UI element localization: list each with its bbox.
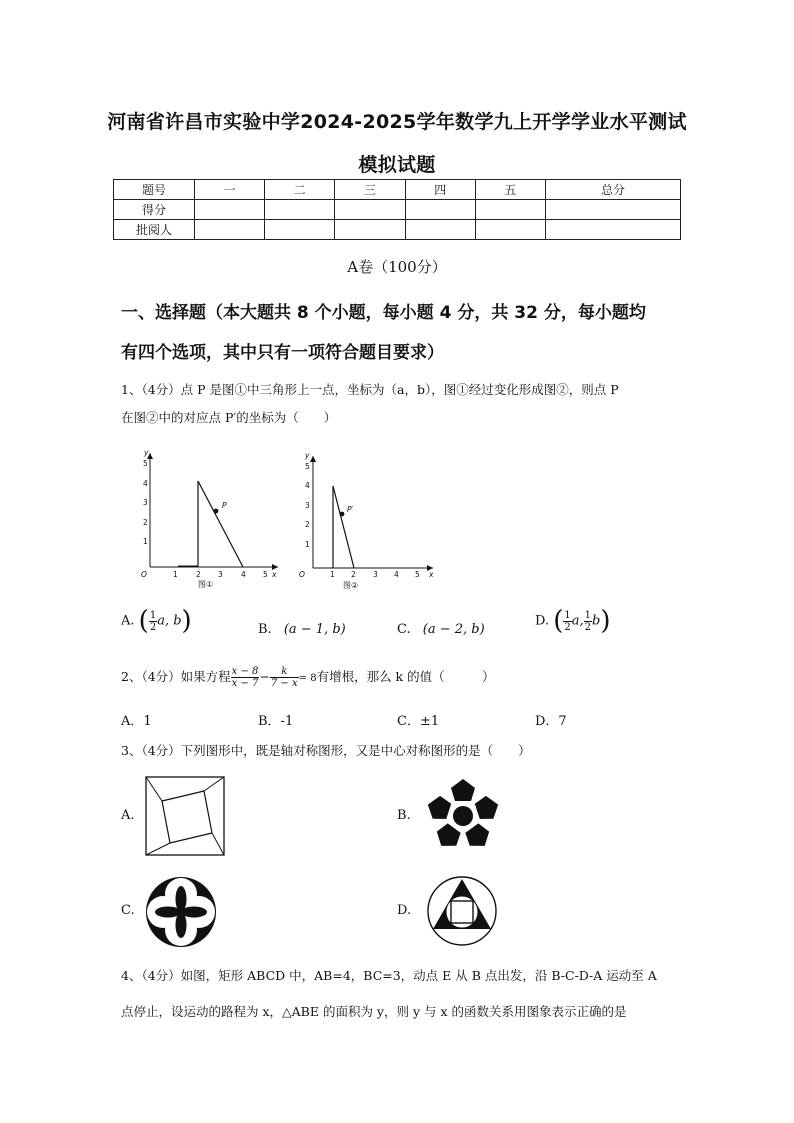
x-tick-label: 5 xyxy=(263,570,268,579)
q3-option-c-label[interactable]: C. xyxy=(121,903,135,918)
frac-denominator: 2 xyxy=(584,621,592,633)
x-tick-label: 2 xyxy=(196,570,201,579)
y-tick-label: 1 xyxy=(305,540,310,549)
y-tick-label: 5 xyxy=(143,459,148,468)
origin-label: O xyxy=(141,570,147,579)
q3-option-a-label[interactable]: A. xyxy=(121,808,135,823)
score-cell[interactable] xyxy=(265,200,335,220)
grader-cell[interactable] xyxy=(546,220,681,240)
q3-figure-d-triangle-square xyxy=(426,875,498,947)
point-label: P xyxy=(222,501,227,510)
exam-title-line2: 模拟试题 xyxy=(358,154,436,176)
y-tick-label: 2 xyxy=(143,518,148,527)
option-expr: (a − 1, b) xyxy=(283,622,346,637)
point-label: P′ xyxy=(347,505,354,514)
q2-prefix: 2、（4分）如果方程 xyxy=(121,669,231,684)
option-expr: a, b xyxy=(157,613,182,629)
header-cell: 四 xyxy=(405,180,475,200)
frac-numerator: k xyxy=(270,666,299,678)
frac-denominator: 7 − x xyxy=(270,678,298,689)
figure-caption: 图② xyxy=(343,581,359,590)
y-tick-label: 4 xyxy=(305,481,310,490)
figure-caption: 图① xyxy=(198,580,214,589)
q4-stem-line1: 4、（4分）如图，矩形 ABCD 中，AB=4，BC=3，动点 E 从 B 点出发，沿 B-C-D-A 运动至 A xyxy=(121,968,657,983)
y-axis-label: y xyxy=(305,451,310,460)
y-tick-label: 2 xyxy=(305,520,310,529)
x-tick-label: 5 xyxy=(415,570,420,579)
option-letter: D. xyxy=(535,613,550,629)
y-tick-label: 1 xyxy=(143,537,148,546)
q3-figure-a-square-pinwheel xyxy=(144,775,226,857)
y-axis-label: y xyxy=(144,448,149,457)
grader-cell[interactable] xyxy=(475,220,545,240)
x-tick-label: 1 xyxy=(173,570,178,579)
y-tick-label: 5 xyxy=(305,462,310,471)
x-tick-label: 2 xyxy=(351,570,356,579)
q1-option-a[interactable]: A. ( $\frac{1}{2}$ a, b) xyxy=(121,606,192,636)
minus-sign: − xyxy=(259,669,270,684)
header-cell: 总分 xyxy=(546,180,681,200)
score-row xyxy=(114,200,681,220)
q2-option-a[interactable]: A．1 xyxy=(121,714,152,729)
grader-cell[interactable] xyxy=(405,220,475,240)
option-letter: C. xyxy=(397,622,411,637)
q4-stem-line2: 点停止，设运动的路程为 x，△ABE 的面积为 y，则 y 与 x 的函数关系用图象表示正确的是 xyxy=(121,1004,627,1019)
x-tick-label: 3 xyxy=(373,570,378,579)
score-table-header xyxy=(114,180,681,200)
option-expr: (a − 2, b) xyxy=(422,622,485,637)
section1-heading-line2: 有四个选项，其中只有一项符合题目要求） xyxy=(121,343,444,363)
score-cell[interactable] xyxy=(195,200,265,220)
option-letter: B. xyxy=(258,622,272,637)
option-expr: a, xyxy=(571,613,584,629)
frac-numerator: 1 xyxy=(564,609,571,621)
header-cell: 一 xyxy=(195,180,265,200)
x-tick-label: 4 xyxy=(394,570,399,579)
q2-suffix: 有增根，那么 k 的值（ ） xyxy=(316,669,495,684)
score-table xyxy=(113,179,681,240)
row-label: 得分 xyxy=(114,200,195,220)
equals-value: = 8 xyxy=(298,673,317,684)
x-axis-label: x xyxy=(429,570,434,579)
x-tick-label: 1 xyxy=(330,570,335,579)
frac-denominator: x − 7 xyxy=(231,678,259,689)
q1-option-c[interactable] xyxy=(397,622,485,637)
frac-denominator: 2 xyxy=(564,621,571,633)
section1-heading-line1: 一、选择题（本大题共 8 个小题，每小题 4 分，共 32 分，每小题均 xyxy=(121,303,646,323)
q2-option-b[interactable]: B．-1 xyxy=(258,714,294,729)
grader-cell[interactable] xyxy=(335,220,405,240)
q1-stem-line1: 1、（4分）点 P 是图①中三角形上一点，坐标为（a，b），图①经过变化形成图②，则点 P xyxy=(121,382,619,397)
exam-title-line1: 河南省许昌市实验中学2024-2025学年数学九上开学学业水平测试 xyxy=(107,111,687,133)
grader-cell[interactable] xyxy=(195,220,265,240)
score-cell[interactable] xyxy=(475,200,545,220)
q1-stem-line2: 在图②中的对应点 P′的坐标为（ ） xyxy=(121,410,337,425)
q2-option-d[interactable]: D．7 xyxy=(535,714,567,729)
x-tick-label: 3 xyxy=(218,570,223,579)
header-cell: 题号 xyxy=(114,180,195,200)
x-tick-label: 4 xyxy=(241,570,246,579)
frac-denominator: 2 xyxy=(149,621,157,633)
frac-numerator: x − 8 xyxy=(231,666,259,677)
frac-numerator: 1 xyxy=(149,609,157,621)
header-cell: 三 xyxy=(335,180,405,200)
y-tick-label: 3 xyxy=(143,498,148,507)
q2-stem xyxy=(121,666,495,689)
header-cell: 二 xyxy=(265,180,335,200)
y-tick-label: 3 xyxy=(305,501,310,510)
score-cell[interactable] xyxy=(405,200,475,220)
y-tick-label: 4 xyxy=(143,479,148,488)
q3-stem: 3、（4分）下列图形中，既是轴对称图形，又是中心对称图形的是（ ） xyxy=(121,743,531,758)
option-letter: A. xyxy=(121,613,135,629)
q1-figure-1 xyxy=(138,445,288,590)
option-expr: b xyxy=(592,613,601,629)
q3-option-b-label[interactable]: B. xyxy=(397,808,411,823)
frac-numerator: 1 xyxy=(584,609,592,621)
grader-cell[interactable] xyxy=(265,220,335,240)
q2-option-c[interactable]: C．±1 xyxy=(397,714,440,729)
row-label: 批阅人 xyxy=(114,220,195,240)
origin-label: O xyxy=(299,570,305,579)
q3-option-d-label[interactable]: D. xyxy=(397,903,412,918)
q1-option-b[interactable] xyxy=(258,622,346,637)
score-cell[interactable] xyxy=(546,200,681,220)
q1-option-d[interactable]: D. ( $\frac{1}{2}$ a, $\frac{1}{2}$ b) xyxy=(535,606,611,636)
grader-row xyxy=(114,220,681,240)
score-cell[interactable] xyxy=(335,200,405,220)
x-axis-label: x xyxy=(272,570,277,579)
q3-figure-b-pentagon-petals xyxy=(424,776,502,854)
paper-label: A卷（100分） xyxy=(347,258,447,276)
q3-figure-c-circle-petals xyxy=(144,875,218,949)
header-cell: 五 xyxy=(475,180,545,200)
q1-figure-2 xyxy=(295,450,440,592)
